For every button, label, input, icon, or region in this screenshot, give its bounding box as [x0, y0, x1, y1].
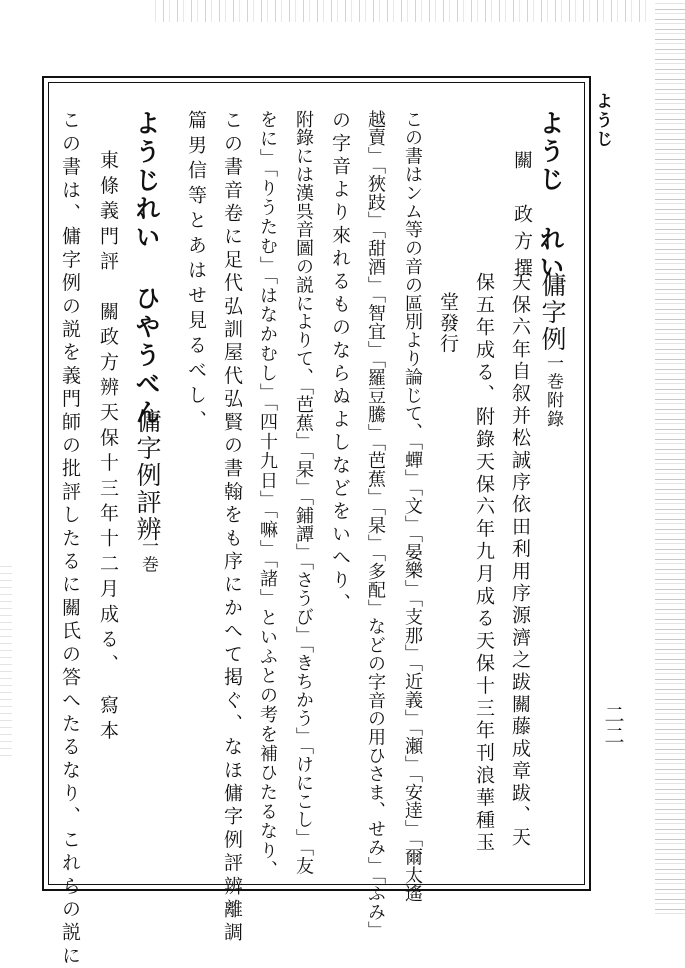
entry1-description-line-2: 越賣」「狹跂」「甜酒」「智宜」「羅豆騰」「芭蕉」「杲」「多配」などの字音の用ひさま、せみ」「ふみ」	[365, 110, 386, 940]
entry1-description-line-3: の字音より來れるものならぬよしなどをいへり、	[329, 110, 351, 616]
running-head: ようじ	[592, 92, 612, 149]
entry2-volumes: 一巻	[138, 537, 158, 575]
entry1-author: 關 政方撰	[511, 150, 533, 285]
entry2-title: 傭字例評辨	[133, 408, 162, 543]
entry1-publication-line-1: 天保六年自叙并松誠序依田利用序源濟之跋關藤成章跋、天	[509, 272, 531, 850]
entry1-description-line-1: この書はンム等の音の區別より論じて、「蟬」「文」「晏樂」「支那」「近義」「瀬」「安逹」「爾太遙	[402, 110, 423, 903]
entry1-description-line-7: 篇男信等とあはせ見るべし、	[185, 110, 207, 435]
entry1-description-line-6: この書音卷に足代弘訓屋代弘賢の書翰をも序にかへて掲ぐ、なほ傭字例評辨離調	[221, 110, 243, 946]
entry2-heading: ようじれい ひやうべん	[132, 110, 161, 428]
page-number: 二二	[601, 704, 625, 746]
entry1-publication-line-3: 堂發行	[437, 292, 459, 354]
scan-noise-top	[150, 0, 650, 22]
entry1-publication-line-2: 保五年成る、附錄天保六年九月成る天保十三年刊浪華種玉	[473, 272, 495, 855]
entry2-publication-line-1: 東條義門評 關政方辨天保十三年十二月成る、 寫本	[97, 150, 119, 746]
entry2-description-line-1: この書は、傭字例の説を義門師の批評したるに關氏の答へたるなり、これらの説に	[59, 110, 81, 968]
page-frame-inner	[48, 82, 585, 885]
entry1-description-line-5: をに」「りうたむ」「はなかむし」「四十九日」「嘛」「諸」といふとの考を補ひたるなり、	[257, 110, 278, 880]
entry1-heading: ようじ れい	[536, 110, 565, 282]
entry1-title: 傭字例	[538, 272, 567, 353]
entry1-volumes: 一巻附錄	[543, 354, 563, 429]
scan-noise-left	[0, 560, 12, 760]
entry1-description-line-4: 附錄には漢呉音圖の説によりて、「芭蕉」「杲」「鋪譚」「さうび」「きちかう」「けにこし」「友	[293, 110, 314, 875]
scan-noise-right	[655, 0, 685, 917]
